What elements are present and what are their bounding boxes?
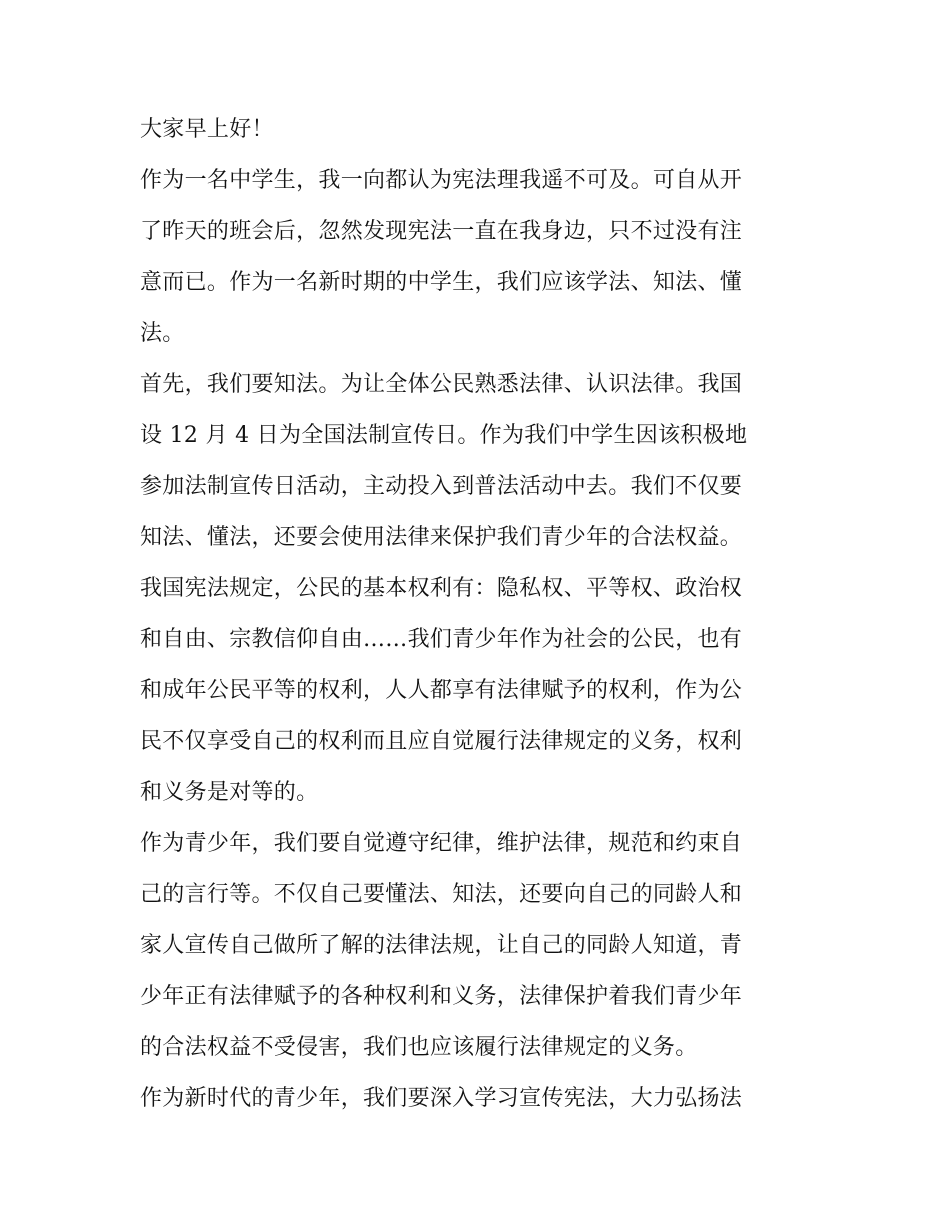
text-line: 和义务是对等的。	[140, 780, 319, 805]
text-line: 知法、懂法，还要会使用法律来保护我们青少年的合法权益。	[140, 525, 743, 550]
text-line: 民不仅享受自己的权利而且应自觉履行法律规定的义务，权利	[140, 729, 743, 754]
text-line: 和自由、宗教信仰自由……我们青少年作为社会的公民，也有	[140, 627, 743, 652]
text-line: 法。	[140, 321, 185, 346]
text-line: 我国宪法规定，公民的基本权利有：隐私权、平等权、政治权	[140, 576, 743, 601]
text-line: 己的言行等。不仅自己要懂法、知法，还要向自己的同龄人和	[140, 882, 743, 907]
text-line: 首先，我们要知法。为让全体公民熟悉法律、认识法律。我国	[140, 372, 743, 397]
text-line: 大家早上好！	[140, 117, 274, 142]
text-line: 和成年公民平等的权利，人人都享有法律赋予的权利，作为公	[140, 678, 743, 703]
text-line: 作为一名中学生，我一向都认为宪法理我遥不可及。可自从开	[140, 168, 743, 193]
text-line: 了昨天的班会后，忽然发现宪法一直在我身边，只不过没有注	[140, 219, 743, 244]
text-line: 的合法权益不受侵害，我们也应该履行法律规定的义务。	[140, 1035, 698, 1060]
text-line: 设 12 月 4 日为全国法制宣传日。作为我们中学生因该积极地	[140, 423, 748, 448]
text-line: 意而已。作为一名新时期的中学生，我们应该学法、知法、懂	[140, 270, 743, 295]
text-line: 作为青少年，我们要自觉遵守纪律，维护法律，规范和约束自	[140, 831, 743, 856]
document-body	[140, 110, 820, 1130]
text-line: 家人宣传自己做所了解的法律法规，让自己的同龄人知道，青	[140, 933, 743, 958]
text-line: 少年正有法律赋予的各种权利和义务，法律保护着我们青少年	[140, 984, 743, 1009]
text-line: 作为新时代的青少年，我们要深入学习宣传宪法，大力弘扬法	[140, 1086, 743, 1111]
text-line: 参加法制宣传日活动，主动投入到普法活动中去。我们不仅要	[140, 474, 743, 499]
